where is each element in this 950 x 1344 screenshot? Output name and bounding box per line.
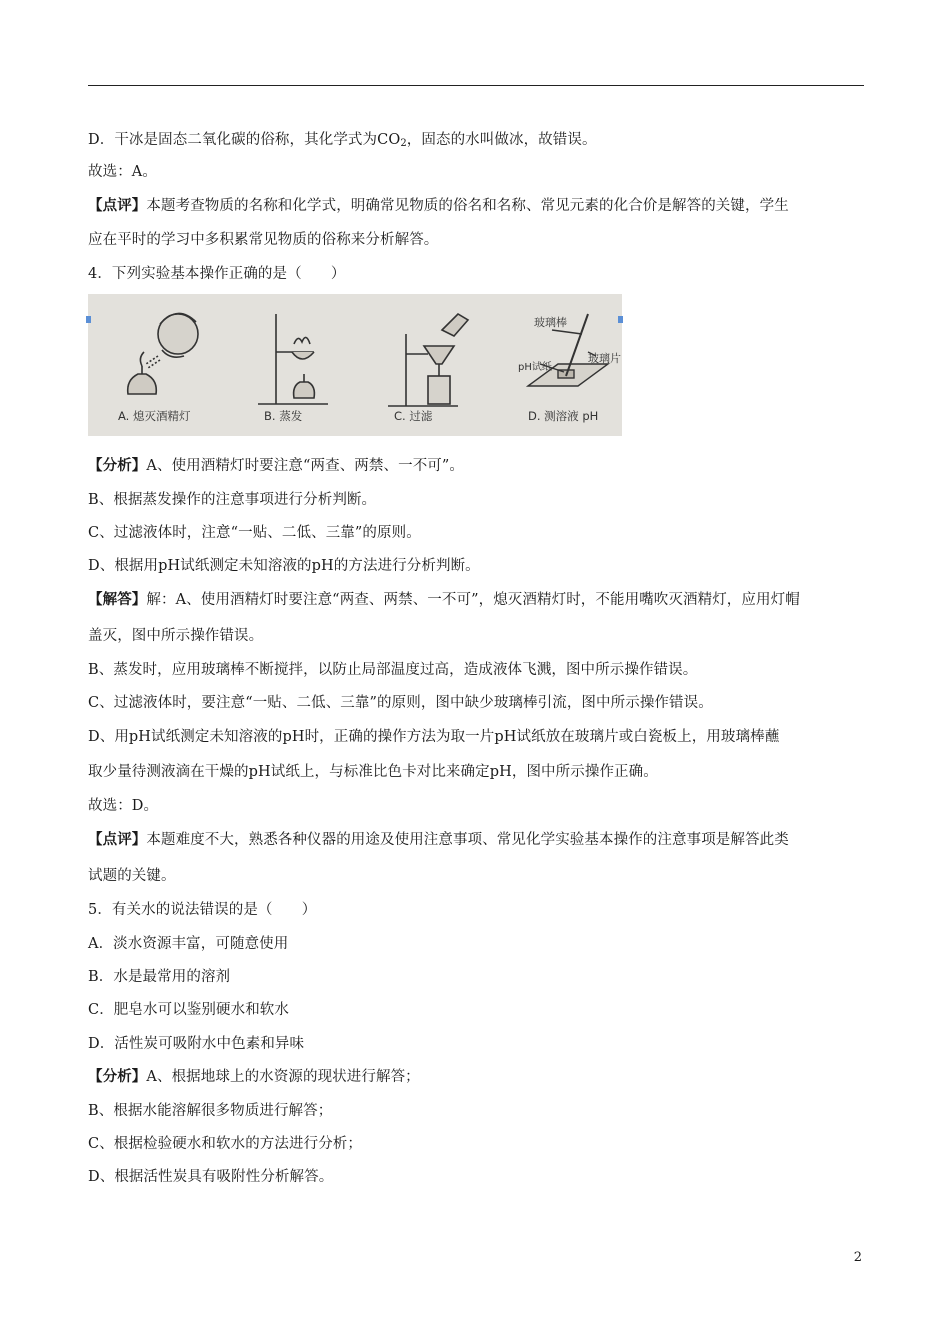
option-b: B．水是最常用的溶剂: [88, 969, 231, 985]
answer-line: 【解答】解：A、使用酒精灯时要注意“两查、两禁、一不可”，熄灭酒精灯时，不能用嘴吹灭酒精灯，应用灯帽: [88, 591, 800, 608]
analysis-line: 【分析】A、根据地球上的水资源的现状进行解答；: [88, 1068, 420, 1085]
caption-c: C. 过滤: [394, 409, 433, 423]
question-4-title: 4．下列实验基本操作正确的是（ ）: [88, 266, 346, 282]
text-line: 故选：A。: [88, 164, 157, 180]
text-line: 试题的关键。: [88, 868, 176, 884]
text-line: C、过滤液体时，要注意“一贴、二低、三靠”的原则，图中缺少玻璃棒引流，图中所示操作错误。: [88, 695, 713, 711]
resize-handle-right[interactable]: [618, 316, 623, 323]
option-a: A．淡水资源丰富，可随意使用: [88, 936, 289, 952]
text-line: D、用pH试纸测定未知溶液的pH时，正确的操作方法为取一片pH试纸放在玻璃片或白瓷板上，用玻璃棒蘸: [88, 729, 780, 745]
question-5-title: 5．有关水的说法错误的是（ ）: [88, 902, 317, 918]
label-glass-rod: 玻璃棒: [534, 316, 567, 329]
resize-handle-left[interactable]: [86, 316, 91, 323]
header-rule: [88, 85, 864, 86]
option-c: C．肥皂水可以鉴别硬水和软水: [88, 1002, 289, 1018]
text-line: 盖灭，图中所示操作错误。: [88, 628, 264, 644]
caption-a: A. 熄灭酒精灯: [118, 409, 191, 423]
label-glass-plate: 玻璃片: [588, 352, 621, 365]
caption-b: B. 蒸发: [264, 409, 303, 423]
analysis-line: 【分析】A、使用酒精灯时要注意“两查、两禁、一不可”。: [88, 457, 465, 474]
text-line: 故选：D。: [88, 798, 159, 814]
comment-line: 【点评】本题考查物质的名称和化学式，明确常见物质的俗名和名称、常见元素的化合价是解答的关键，学生: [88, 197, 789, 214]
page-number: 2: [853, 1250, 862, 1265]
label-ph-paper: pH试纸: [518, 362, 552, 373]
text-line: D、根据活性炭具有吸附性分析解答。: [88, 1169, 334, 1185]
option-d: D．活性炭可吸附水中色素和异味: [88, 1036, 305, 1052]
comment-line: 【点评】本题难度不大，熟悉各种仪器的用途及使用注意事项、常见化学实验基本操作的注意事项是解答此类: [88, 831, 789, 848]
text-line: 应在平时的学习中多积累常见物质的俗称来分析解答。: [88, 232, 439, 248]
text-line: D、根据用pH试纸测定未知溶液的pH的方法进行分析判断。: [88, 558, 480, 574]
caption-d: D. 测溶液 pH: [528, 409, 599, 423]
experiment-illustration: [88, 294, 622, 436]
text-line: B、根据水能溶解很多物质进行解答；: [88, 1103, 333, 1119]
experiment-figure: [88, 294, 622, 436]
text-line: C、过滤液体时，注意“一贴、二低、三靠”的原则。: [88, 525, 421, 541]
text-line: 取少量待测液滴在干燥的pH试纸上，与标准比色卡对比来确定pH，图中所示操作正确。: [88, 764, 658, 780]
text-line: D．干冰是固态二氧化碳的俗称，其化学式为$CO_2$，固态的水叫做冰，故错误。: [88, 132, 597, 149]
text-line: B、蒸发时，应用玻璃棒不断搅拌，以防止局部温度过高，造成液体飞溅，图中所示操作错误。: [88, 662, 698, 678]
text-line: C、根据检验硬水和软水的方法进行分析；: [88, 1136, 362, 1152]
text-line: B、根据蒸发操作的注意事项进行分析判断。: [88, 492, 377, 508]
